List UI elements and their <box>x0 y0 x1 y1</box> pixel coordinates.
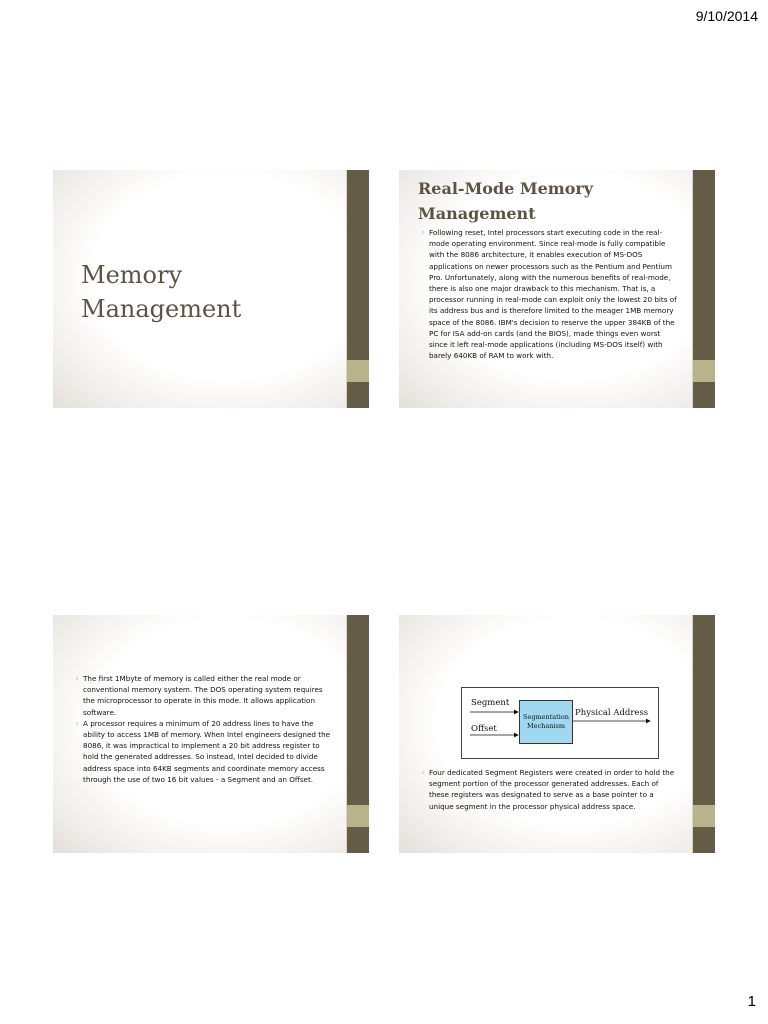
bullet-list <box>75 673 331 785</box>
slide-3 <box>53 615 369 853</box>
mechanism-label-line1: Segmentation <box>523 713 569 721</box>
bullet-item: ◦ Four dedicated Segment Registers were created in order to hold the segment portion of the processor generated addresses. Each of these registers was designated to serve as a base pointer to a unique segment in the processor physical address space. <box>421 767 677 812</box>
bullet-item: ◦ A processor requires a minimum of 20 address lines to have the ability to access 1MB of memory. When Intel engineers designed the 8086, it was impractical to implement a 20 bit address register to hold the generated addresses. So instead, Intel decided to divide address space into 64KB segments and coordinate memory access through the use of two 16 bit values - a Segment and an Offset. <box>75 718 331 785</box>
slide-sidebar-accent <box>347 360 369 382</box>
slide-sidebar-accent <box>347 805 369 827</box>
slide-2 <box>399 170 715 408</box>
slide-sidebar-dark <box>347 170 369 360</box>
slide-sidebar-dark <box>693 615 715 805</box>
physical-address-label: Physical Address <box>575 708 649 718</box>
slide-sidebar-accent <box>693 805 715 827</box>
slide-sidebar-dark-bottom <box>693 382 715 408</box>
mechanism-label-line2: Mechanism <box>527 722 565 730</box>
slide-sidebar-dark-bottom <box>347 382 369 408</box>
slide-sidebar-dark <box>347 615 369 805</box>
page-number: 1 <box>747 993 756 1010</box>
header-date: 9/10/2014 <box>695 8 758 24</box>
slide-sidebar-dark-bottom <box>693 827 715 853</box>
slide-sidebar-dark <box>693 170 715 360</box>
slide-sidebar-accent <box>693 360 715 382</box>
segment-label: Segment <box>471 698 510 708</box>
offset-label: Offset <box>471 724 497 734</box>
segmentation-mechanism-box <box>519 700 573 744</box>
bullet-item: ◦ The first 1Mbyte of memory is called either the real mode or conventional memory system. The DOS operating system requires the microprocessor to operate in this mode. It allows application software. <box>75 673 331 718</box>
bullet-list <box>421 767 677 812</box>
slide-title: Real-Mode Memory Management <box>418 179 594 223</box>
slide-4 <box>399 615 715 853</box>
bullet-list <box>421 227 677 361</box>
segmentation-diagram <box>461 687 659 759</box>
slide-1 <box>53 170 369 408</box>
bullet-item: ◦ Following reset, Intel processors start executing code in the real-mode operating environment. Since real-mode is fully compatible with the 8086 architecture, it enables execution of MS-DOS applications on newer processors such as the Pentium and Pentium Pro. Unfortunately, along with the numerous benefits of real-mode, there is also one major drawback to this mechanism. That is, a processor running in real-mode can exploit only the lowest 20 bits of its address bus and is therefore limited to the meager 1MB memory space of the 8086. IBM's decision to reserve the upper 384KB of the PC for ISA add-on cards (and the BIOS), made things even worst since it left real-mode applications (including MS-DOS itself) with barely 640KB of RAM to work with. <box>421 227 677 361</box>
slide-title: Memory Management <box>81 261 242 323</box>
slide-sidebar-dark-bottom <box>347 827 369 853</box>
